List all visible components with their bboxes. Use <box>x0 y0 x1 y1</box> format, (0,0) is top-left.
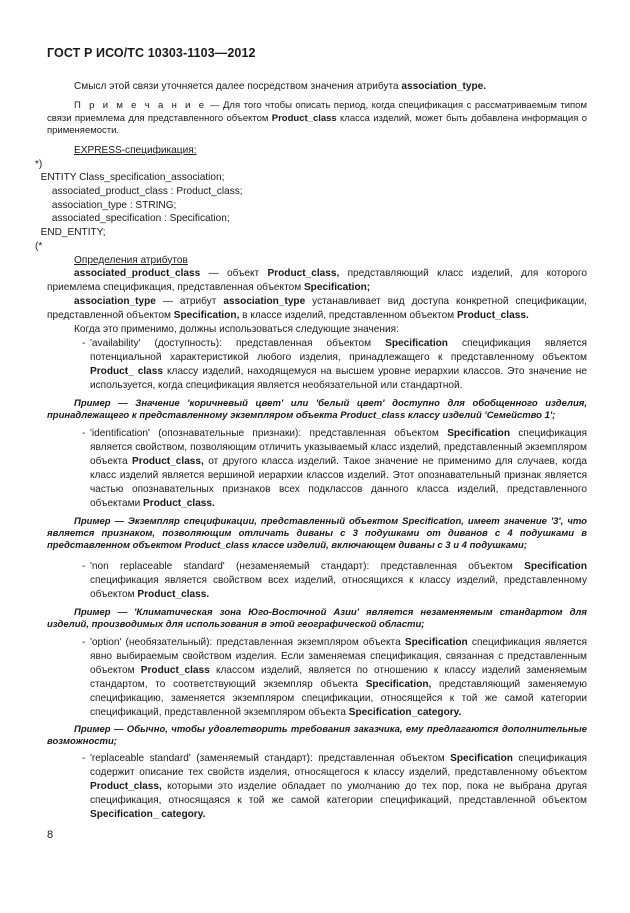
code-line: (* <box>35 240 43 252</box>
value-item-option: - 'option' (необязательный): представленная экземпляром объекта Specification спецификация является явно выбираемым свойством изделия. Если заменяемая спецификация, связанная с представленным объектом Product_class классом изделий, является по отношению к классу изделий заменяемым стандартом, то соответствующий экземпляр объекта Specification, представляющий заменяемую спецификацию, заменяется экземпляром спецификации, относящейся к той же самой категории спецификаций, представленной экземпляром объекта Specification_category. <box>82 637 587 718</box>
value-item-availability: - 'availability' (доступность): представленная объектом Specification спецификация является потенциальной характеристикой любого изделия, принадлежащего к представленному объектом Product_ class классу изделий, находящемуся на высшем уровне иерархии классов. Это значение не используется, когда спецификация является необязательной или стандартной. <box>82 337 587 391</box>
example-paragraph: Пример — Обычно, чтобы удовлетворить требования заказчика, ему предлагаются дополнительные возможности; <box>47 723 587 748</box>
express-code <box>35 158 587 254</box>
note-label: П р и м е ч а н и е <box>74 99 207 111</box>
body-lower <box>47 560 587 822</box>
attribute-definition: associated_product_class — объект Product_class, представляющий класс изделий, для которого приемлема спецификация, представленная объектом Specification; <box>47 268 587 294</box>
value-item-identification: - 'identification' (опознавательные признаки): представленная объектом Specification спецификация является свойством, позволяющим отличить указываемый класс изделий, представленный экземпляром объекта Product_class, от другого класса изделий. Такое значение не применимо для случаев, когда класс изделий является вершиной иерархии классов изделий. Этот опознавательный признак является частью опознавательных признаков всех подклассов данного класса изделий, представленного объектами Product_class. <box>82 428 587 509</box>
page-number: 8 <box>47 829 54 841</box>
example-paragraph: Пример — 'Климатическая зона Юго-Восточной Азии' является незаменяемым стандартом для изделий, производимых для использования в этой географической области; <box>47 606 587 631</box>
values-intro: Когда это применимо, должны использоваться следующие значения: <box>74 324 399 336</box>
term: association_type. <box>401 81 487 92</box>
code-line: associated_product_class : Product_class; <box>35 186 243 197</box>
intro-paragraph: Смысл этой связи уточняется далее посредством значения атрибута association_type. <box>74 81 487 92</box>
express-heading: EXPRESS-спецификация: <box>74 144 197 156</box>
code-line: END_ENTITY; <box>35 227 106 239</box>
example-paragraph: Пример — Значение 'коричневый цвет' или 'белый цвет' доступно для обобщенного изделия, принадлежащего к представленному экземпляром объекта Product_class классу изделий 'Семейство 1'; <box>47 397 587 421</box>
attribute-definition: association_type — атрибут association_type устанавливает вид доступа конкретной спецификации, представленной объектом Specification, в классе изделий, представленном объектом Product_class. <box>47 296 587 322</box>
code-line: ENTITY Class_specification_association; <box>35 172 225 184</box>
example-paragraph: Пример — Экземпляр спецификации, представленный объектом Specification, имеет значение '3', что является признаком, позволяющим отличать диваны с 3 подушками от диванов с 4 подушками в представленном объектом Product_class классе изделий, включающем диваны с 3 и 4 подушками; <box>47 515 587 552</box>
value-item-non-replaceable: - 'non replaceable standard' (незаменяемый стандарт): представленная объектом Specification спецификация является свойством всех изделий, относящихся к классу изделий, представленному объектом Product_class. <box>82 561 587 600</box>
standard-header: ГОСТ Р ИСО/ТС 10303-1103—2012 <box>47 46 256 60</box>
term: Product_class <box>271 112 337 124</box>
code-line: association_type : STRING; <box>35 199 177 211</box>
code-line: *) <box>35 158 43 170</box>
attributes-heading: Определения атрибутов <box>74 254 188 266</box>
note-paragraph: П р и м е ч а н и е — Для того чтобы описать период, когда спецификация с рассматриваемым типом связи приемлема для представленного объектом Product_class класса изделий, может быть добавлена информация о применяемости. <box>47 99 587 137</box>
code-line: associated_specification : Specification; <box>35 213 230 225</box>
value-item-replaceable: - 'replaceable standard' (заменяемый стандарт): представленная объектом Specification спецификация содержит описание тех свойств изделия, относящегося к классу изделий, представленному объектом Product_class, которыми это изделие обладает по умолчанию до тех пор, пока не выбрана другая спецификация, относящаяся к той же самой категории спецификаций, представленной объектом Specification_ category. <box>82 753 588 820</box>
body-upper <box>35 80 587 553</box>
